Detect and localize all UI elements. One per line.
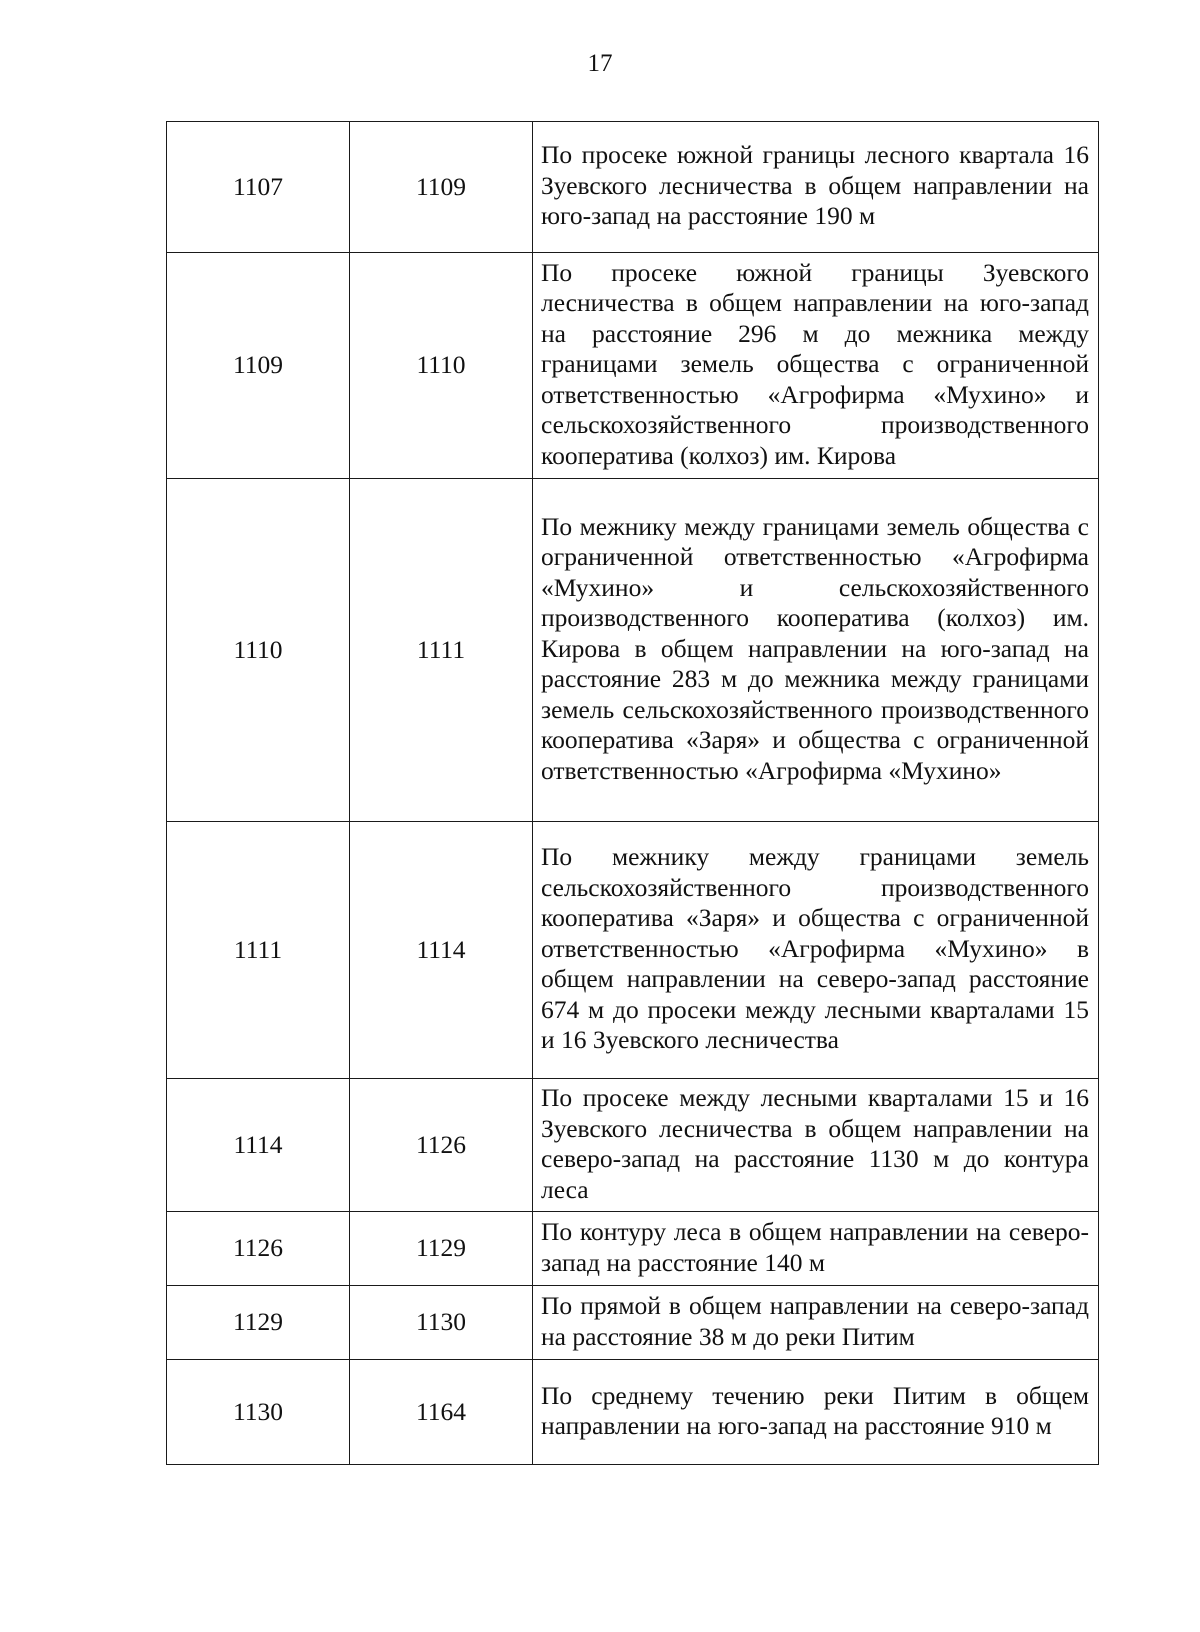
to-point-cell: 1109 (350, 122, 533, 253)
to-point-cell: 1164 (350, 1360, 533, 1465)
boundary-description-cell: По межнику между границами земель сельскохозяйственного производственного кооператива «Заря» и общества с ограниченной ответственностью «Агрофирма «Мухино» в общем направлении на северо-запад расстояние 674 м до просеки между лесными кварталами 15 и 16 Зуевского лесничества (533, 822, 1099, 1079)
from-point-cell: 1111 (167, 822, 350, 1079)
table-row (167, 122, 1099, 253)
table-row (167, 1212, 1099, 1286)
table-row (167, 253, 1099, 479)
boundary-description-table (166, 121, 1099, 1465)
table-row (167, 822, 1099, 1079)
table-row (167, 1360, 1099, 1465)
boundary-description-cell: По просеке южной границы Зуевского лесничества в общем направлении на юго-запад на расстояние 296 м до межника между границами земель общества с ограниченной ответственностью «Агрофирма «Мухино» и сельскохозяйственного производственного кооператива (колхоз) им. Кирова (533, 253, 1099, 479)
from-point-cell: 1130 (167, 1360, 350, 1465)
from-point-cell: 1107 (167, 122, 350, 253)
from-point-cell: 1114 (167, 1079, 350, 1212)
to-point-cell: 1110 (350, 253, 533, 479)
table-row (167, 1079, 1099, 1212)
from-point-cell: 1110 (167, 479, 350, 822)
to-point-cell: 1129 (350, 1212, 533, 1286)
to-point-cell: 1114 (350, 822, 533, 1079)
table-row (167, 479, 1099, 822)
page-number: 17 (587, 50, 613, 77)
to-point-cell: 1126 (350, 1079, 533, 1212)
boundary-description-cell: По межнику между границами земель общества с ограниченной ответственностью «Агрофирма «Мухино» и сельскохозяйственного производственного кооператива (колхоз) им. Кирова в общем направлении на юго-запад на расстояние 283 м до межника между границами земель сельскохозяйственного производственного кооператива «Заря» и общества с ограниченной ответственностью «Агрофирма «Мухино» (533, 479, 1099, 822)
boundary-description-cell: По просеке южной границы лесного квартала 16 Зуевского лесничества в общем направлении на юго-запад на расстояние 190 м (533, 122, 1099, 253)
boundary-description-cell: По среднему течению реки Питим в общем направлении на юго-запад на расстояние 910 м (533, 1360, 1099, 1465)
to-point-cell: 1130 (350, 1286, 533, 1360)
from-point-cell: 1109 (167, 253, 350, 479)
boundary-description-cell: По просеке между лесными кварталами 15 и 16 Зуевского лесничества в общем направлении на северо-запад на расстояние 1130 м до контура леса (533, 1079, 1099, 1212)
table-row (167, 1286, 1099, 1360)
from-point-cell: 1126 (167, 1212, 350, 1286)
to-point-cell: 1111 (350, 479, 533, 822)
boundary-description-cell: По контуру леса в общем направлении на северо-запад на расстояние 140 м (533, 1212, 1099, 1286)
from-point-cell: 1129 (167, 1286, 350, 1360)
boundary-description-cell: По прямой в общем направлении на северо-запад на расстояние 38 м до реки Питим (533, 1286, 1099, 1360)
